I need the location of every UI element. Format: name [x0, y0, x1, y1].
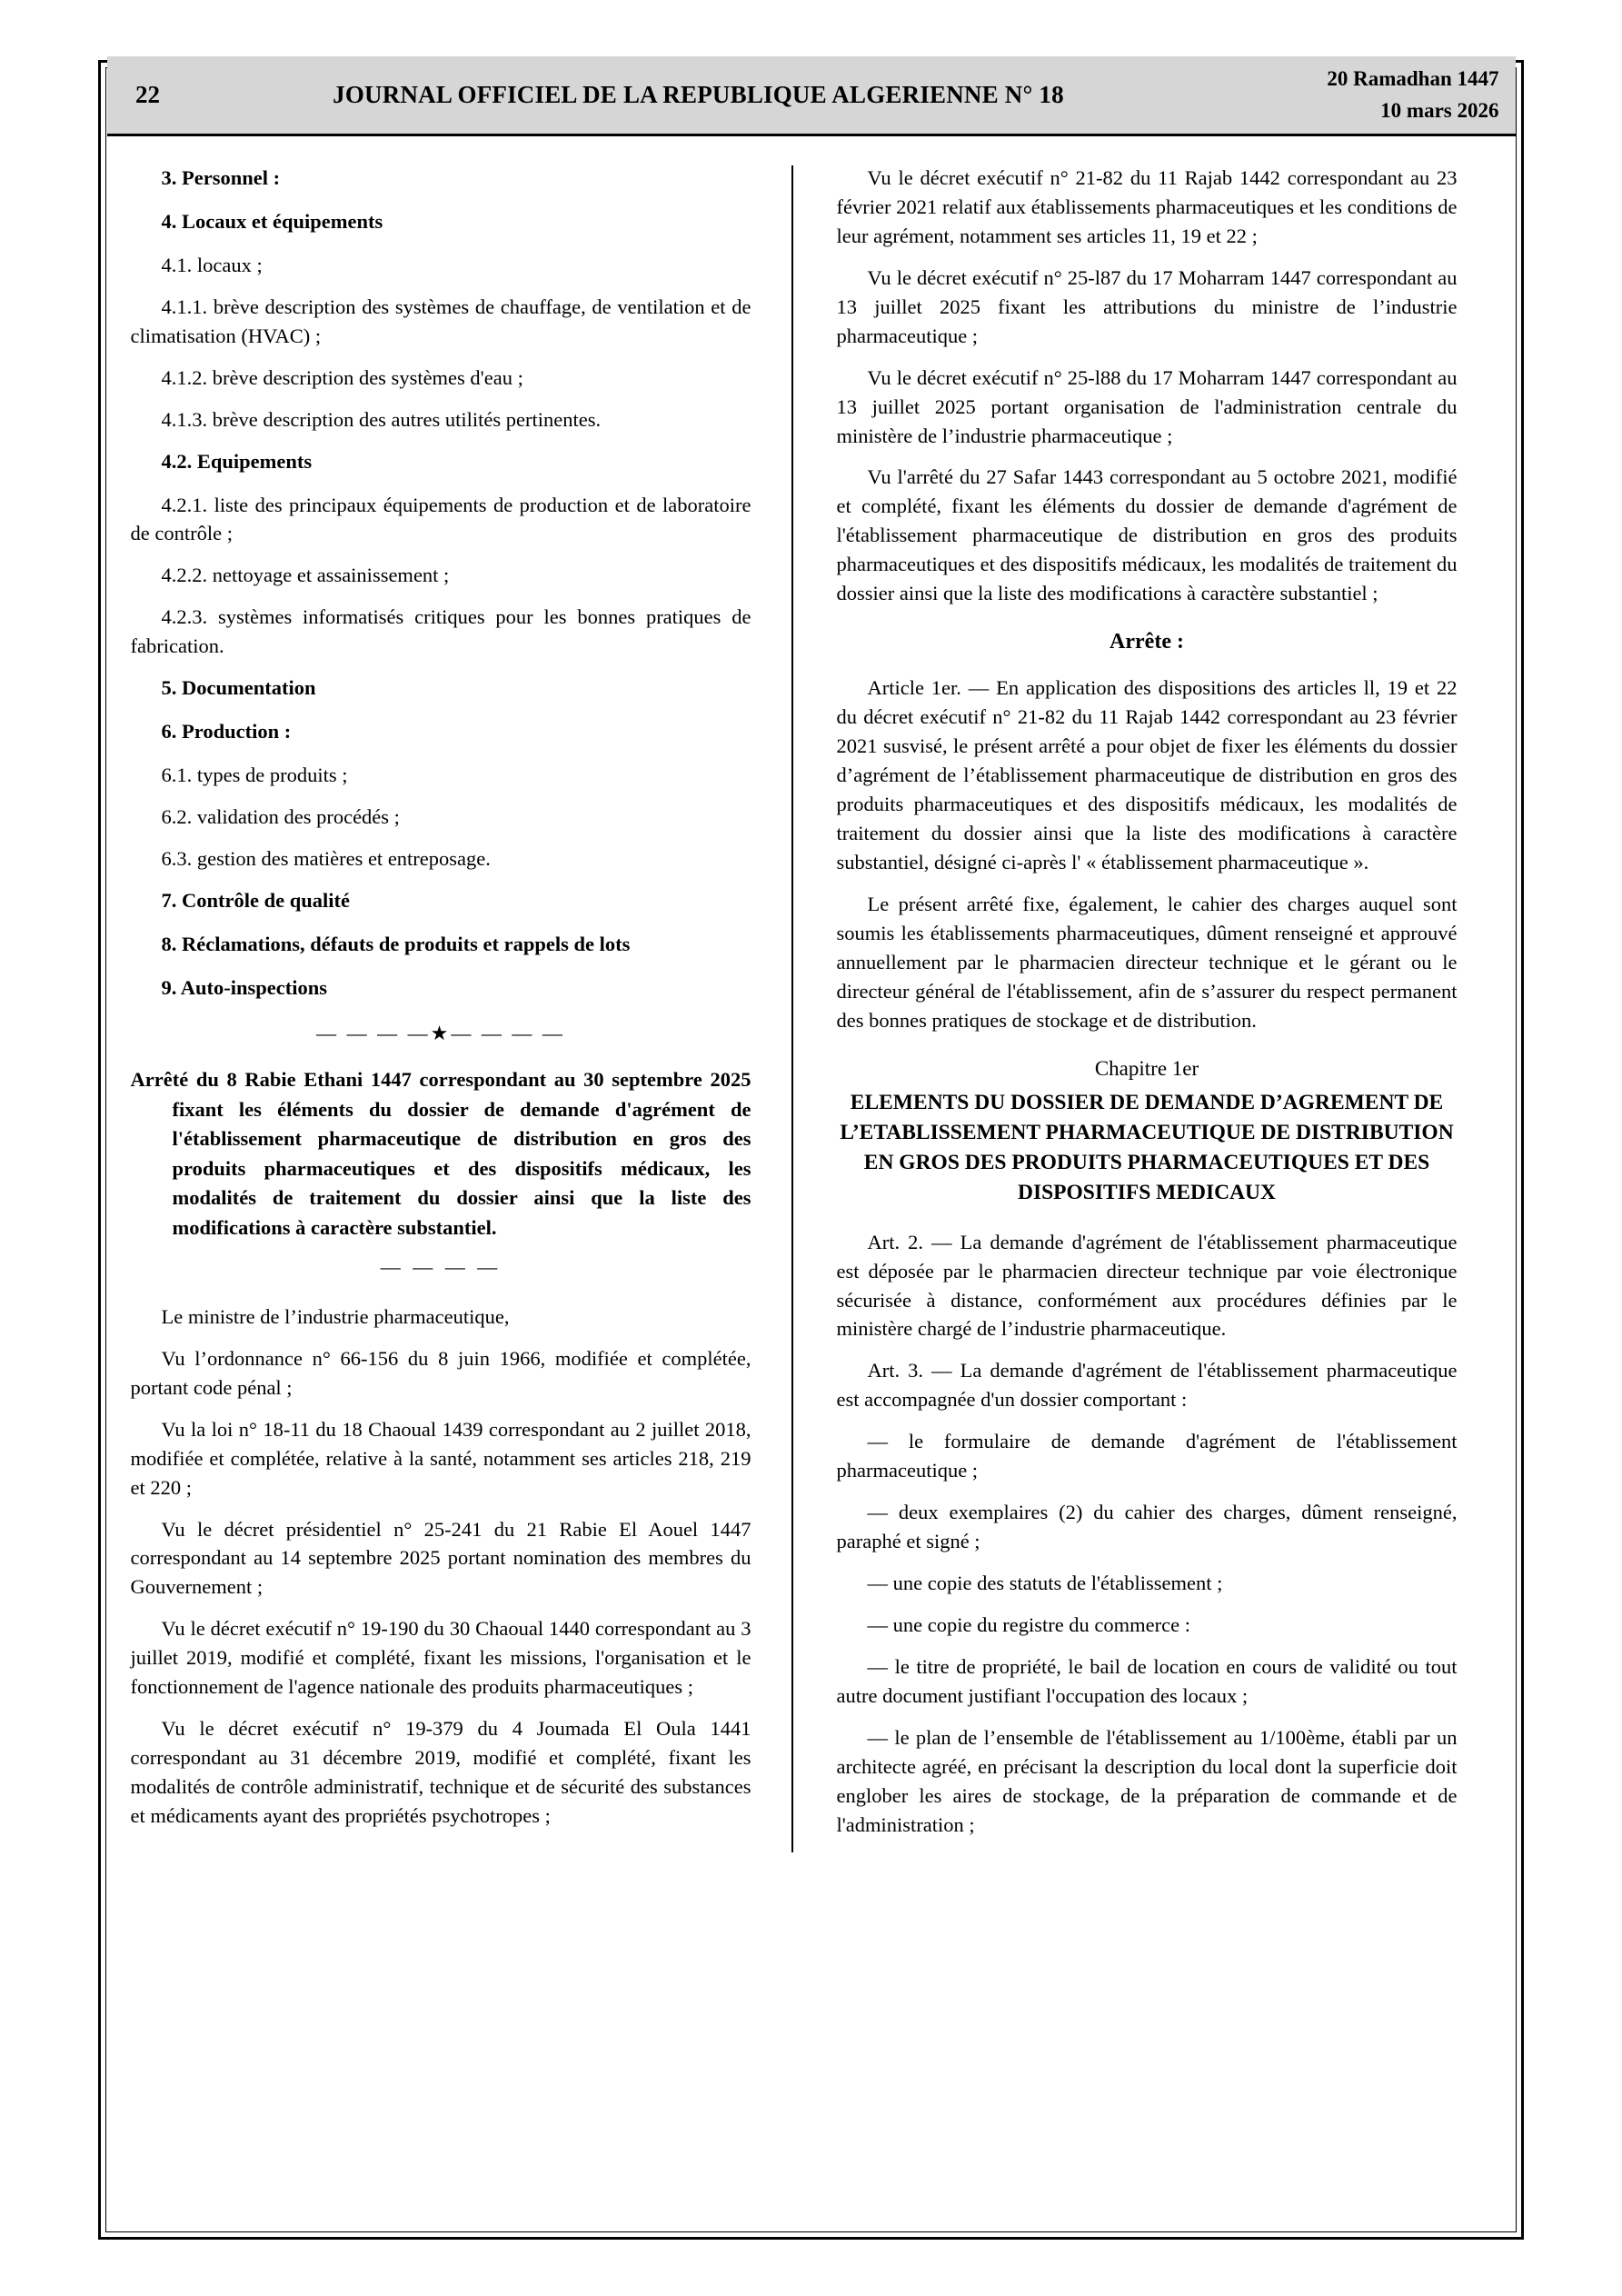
star-separator: — — — —★— — — —: [316, 1021, 565, 1044]
header-dates: [1245, 64, 1516, 126]
page-header: [107, 56, 1516, 136]
list-item: 4.1.2. brève description des systèmes d'eau ;: [161, 365, 523, 389]
decree-title-text: Arrêté du 8 Rabie Ethani 1447 correspondant au 30 septembre 2025 fixant les éléments du dossier de demande d'agrément de l'établissement pharmaceutique de distribution en gros des produits pharmaceutiques et des dispositifs médicaux, les modalités de traitement du dossier ainsi que la liste des modifications à caractère substantiel.: [130, 1067, 751, 1240]
paragraph: Article 1er. — En application des dispositions des articles ll, 19 et 22 du décret exécutif n° 21-82 du 11 Rajab 1442 correspondant au 23 février 2021 susvisé, le présent arrêté a pour objet de fixer les éléments du dossier d’agrément de l’établissement pharmaceutique de distribution en gros des produits pharmaceutiques et des dispositifs médicaux, les modalités de traitement du dossier ainsi que la liste des modifications à caractère substantiel, désigné ci-après l' « établissement pharmaceutique ».: [836, 676, 1458, 873]
section-heading: 3. Personnel :: [161, 166, 281, 189]
list-item: — une copie du registre du commerce :: [867, 1612, 1190, 1636]
paragraph: Vu l'arrêté du 27 Safar 1443 correspondant au 5 octobre 2021, modifié et complété, fixant les éléments du dossier de demande d'agrément de l'établissement pharmaceutique de distribution en gros des produits pharmaceutiques et des dispositifs médicaux, les modalités de traitement du dossier ainsi que la liste des modifications à caractère substantiel ;: [836, 465, 1458, 605]
chapter-label: Chapitre 1er: [1094, 1057, 1199, 1081]
list-item: 4.2.2. nettoyage et assainissement ;: [161, 564, 450, 587]
paragraph: Vu le décret exécutif n° 25-l88 du 17 Moharram 1447 correspondant au 13 juillet 2025 portant organisation de l'administration centrale du ministère de l’industrie pharmaceutique ;: [836, 365, 1458, 447]
decree-title: [131, 1065, 751, 1243]
section-heading: 4. Locaux et équipements: [161, 209, 383, 233]
list-item: 4.1.3. brève description des autres utilités pertinentes.: [161, 407, 602, 431]
journal-title: JOURNAL OFFICIEL DE LA REPUBLIQUE ALGERIENNE N° 18: [333, 81, 1064, 108]
list-item: 6.2. validation des procédés ;: [161, 805, 400, 828]
arrete-heading: Arrête :: [1110, 630, 1184, 654]
paragraph: Vu le décret exécutif n° 19-379 du 4 Joumada El Oula 1441 correspondant au 31 décembre 2019, modifié et complété, fixant les modalités de contrôle administratif, technique et de sécurité des substances et médicaments ayant des propriétés psychotropes ;: [130, 1717, 751, 1827]
section-heading: 8. Réclamations, défauts de produits et rappels de lots: [161, 932, 631, 955]
section-heading: 9. Auto-inspections: [161, 975, 328, 999]
paragraph: Vu la loi n° 18-11 du 18 Chaoual 1439 correspondant au 2 juillet 2018, modifiée et complétée, relative à la santé, notamment ses articles 218, 219 et 220 ;: [130, 1417, 751, 1499]
section-heading: 6. Production :: [161, 720, 292, 744]
date-hijri: 20 Ramadhan 1447: [1327, 67, 1499, 90]
chapter-title: ELEMENTS DU DOSSIER DE DEMANDE D’AGREMENT DE L’ETABLISSEMENT PHARMACEUTIQUE DE DISTRIBUTION EN GROS DES PRODUITS PHARMACEUTIQUES ET DES DISPOSITIFS MEDICAUX: [840, 1091, 1454, 1204]
date-gregorian: 10 mars 2026: [1380, 98, 1499, 122]
right-column: [810, 164, 1478, 1852]
list-item: 4.2.1. liste des principaux équipements de production et de laboratoire de contrôle ;: [130, 493, 751, 545]
paragraph: Vu l’ordonnance n° 66-156 du 8 juin 1966, modifiée et complétée, portant code pénal ;: [130, 1346, 751, 1399]
list-item: 4.2.3. systèmes informatisés critiques pour les bonnes pratiques de fabrication.: [130, 605, 751, 658]
list-item: — une copie des statuts de l'établissement ;: [867, 1572, 1223, 1595]
column-divider: [791, 165, 793, 1852]
paragraph: Vu le décret exécutif n° 21-82 du 11 Rajab 1442 correspondant au 23 février 2021 relatif aux établissements pharmaceutiques et les conditions de leur agrément, notamment ses articles 11, 19 et 22 ;: [836, 166, 1458, 247]
paragraph: Vu le décret exécutif n° 19-190 du 30 Chaoual 1440 correspondant au 3 juillet 2019, modifié et complété, fixant les missions, l'organisation et le fonctionnement de l'agence nationale des produits pharmaceutiques ;: [130, 1617, 751, 1699]
paragraph: Le ministre de l’industrie pharmaceutique,: [161, 1304, 510, 1328]
list-item: — le plan de l’ensemble de l'établissement au 1/100ème, établi par un architecte agréé, en précisant la description du local dont la superficie doit englober les aires de stockage, de la préparation de commande et de l'administration ;: [836, 1725, 1458, 1836]
section-heading: 7. Contrôle de qualité: [161, 888, 350, 912]
paragraph: Le présent arrêté fixe, également, le cahier des charges auquel sont soumis les établissements pharmaceutiques, dûment renseigné et approuvé annuellement par le pharmacien directeur technique et le gérant ou le directeur général de l'établissement, afin de s’assurer du respect permanent des bonnes pratiques de stockage et de distribution.: [836, 892, 1458, 1032]
list-item: — deux exemplaires (2) du cahier des charges, dûment renseigné, paraphé et signé ;: [836, 1501, 1458, 1553]
list-item: — le formulaire de demande d'agrément de l'établissement pharmaceutique ;: [836, 1430, 1458, 1482]
paragraph: Vu le décret exécutif n° 25-l87 du 17 Moharram 1447 correspondant au 13 juillet 2025 fixant les attributions du ministre de l’industrie pharmaceutique ;: [836, 265, 1458, 347]
list-item: 6.1. types de produits ;: [161, 764, 348, 787]
list-item: 4.1.1. brève description des systèmes de chauffage, de ventilation et de climatisation (HVAC) ;: [130, 294, 751, 347]
list-item: — le titre de propriété, le bail de location en cours de validité ou tout autre document justifiant l'occupation des locaux ;: [836, 1654, 1458, 1707]
page-number: 22: [135, 81, 160, 108]
page-content: [91, 56, 1531, 1852]
paragraph: Art. 3. — La demande d'agrément de l'établissement pharmaceutique est accompagnée d'un dossier comportant :: [836, 1359, 1458, 1412]
small-separator: — — — —: [380, 1254, 502, 1278]
list-item: 4.1. locaux ;: [161, 253, 263, 276]
section-heading: 5. Documentation: [161, 676, 316, 700]
paragraph: Art. 2. — La demande d'agrément de l'établissement pharmaceutique est déposée par le pharmacien directeur technique par voie électronique sécurisée à distance, conformément aux procédures définies par le ministère chargé de l’industrie pharmaceutique.: [836, 1230, 1458, 1341]
paragraph: Vu le décret présidentiel n° 25-241 du 21 Rabie El Aouel 1447 correspondant au 14 septembre 2025 portant nomination des membres du Gouvernement ;: [130, 1517, 751, 1599]
two-column-body: [107, 136, 1516, 1852]
section-heading: 4.2. Equipements: [161, 449, 313, 473]
list-item: 6.3. gestion des matières et entreposage.: [161, 846, 491, 870]
left-column: [107, 164, 775, 1852]
